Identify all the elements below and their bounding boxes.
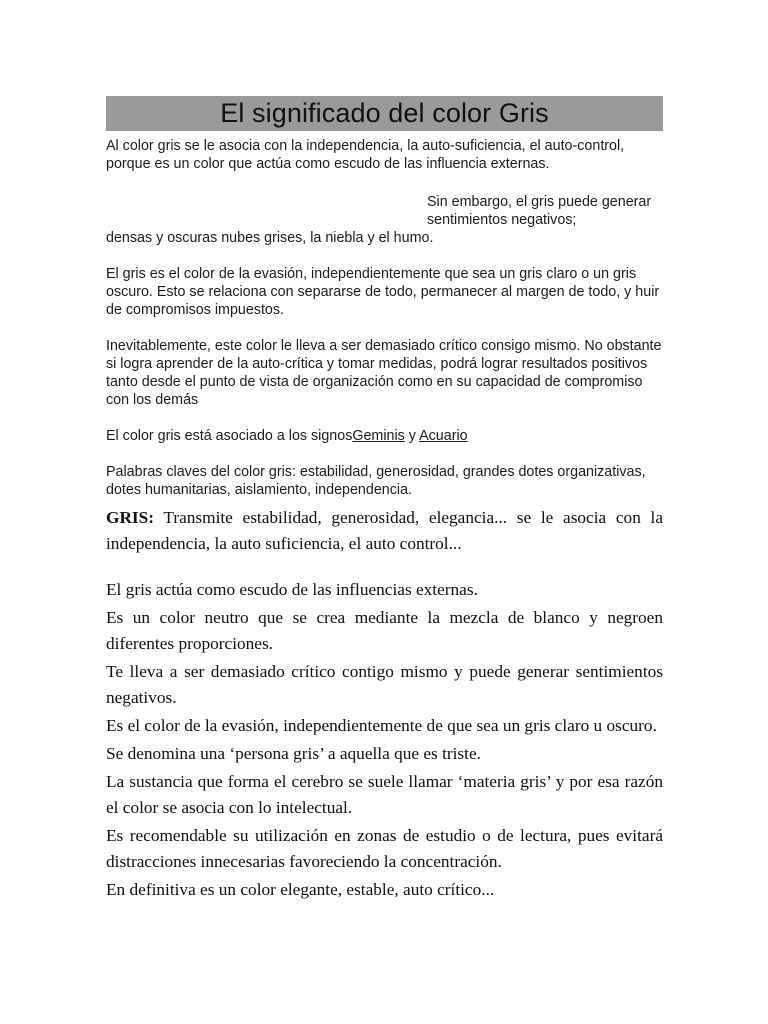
page-title: El significado del color Gris: [106, 96, 663, 131]
paragraph-indented-continuation: densas y oscuras nubes grises, la niebla y el humo.: [106, 230, 434, 246]
paragraph-neutral: Es un color neutro que se crea mediante la mezcla de blanco y negroen diferentes proporciones.: [106, 608, 663, 653]
paragraph-keywords: Palabras claves del color gris: estabilidad, generosidad, grandes dotes organizativas, dotes humanitarias, aislamiento, independencia.: [106, 464, 646, 498]
link-acuario[interactable]: Acuario: [419, 428, 468, 444]
paragraph-evasion-serif: Es el color de la evasión, independientemente de que sea un gris claro u oscuro.: [106, 716, 657, 735]
paragraph-self-critical: Te lleva a ser demasiado crítico contigo mismo y puede generar sentimientos negativos.: [106, 662, 663, 707]
document-page: [106, 96, 663, 903]
signs-prefix: El color gris está asociado a los signos: [106, 428, 353, 444]
signs-joiner: y: [404, 428, 420, 444]
gris-label: GRIS:: [106, 508, 155, 527]
paragraph-conclusion: En definitiva es un color elegante, estable, auto crítico...: [106, 880, 495, 899]
paragraph-intro: Al color gris se le asocia con la independencia, la auto-suficiencia, el auto-control, porque es un color que actúa como escudo de las influencia externas.: [106, 138, 625, 172]
paragraph-gris-summary: [106, 505, 663, 557]
paragraph-evasion: El gris es el color de la evasión, independientemente que sea un gris claro o un gris oscuro. Esto se relaciona con separarse de todo, permanecer al margen de todo, y huir de compromisos impuestos.: [106, 266, 660, 318]
paragraph-signs: [106, 427, 663, 445]
link-geminis[interactable]: Geminis: [352, 428, 405, 444]
paragraph-shield: El gris actúa como escudo de las influencias externas.: [106, 580, 478, 599]
paragraph-study: Es recomendable su utilización en zonas de estudio o de lectura, pues evitará distracciones innecesarias favoreciendo la concentración.: [106, 826, 663, 871]
paragraph-grey-person: Se denomina una ‘persona gris’ a aquella que es triste.: [106, 744, 481, 763]
gris-summary-text: Transmite estabilidad, generosidad, elegancia... se le asocia con la independencia, la auto suficiencia, el auto control...: [106, 508, 663, 553]
paragraph-critical: Inevitablemente, este color le lleva a ser demasiado crítico consigo mismo. No obstante si logra aprender de la auto-crítica y tomar medidas, podrá lograr resultados positivos tanto desde el punto de vista de organización como en su capacidad de compromiso con los demás: [106, 338, 662, 408]
paragraph-grey-matter: La sustancia que forma el cerebro se suele llamar ‘materia gris’ y por esa razón el color se asocia con lo intelectual.: [106, 772, 663, 817]
paragraph-indented: Sin embargo, el gris puede generar sentimientos negativos;: [427, 194, 652, 228]
